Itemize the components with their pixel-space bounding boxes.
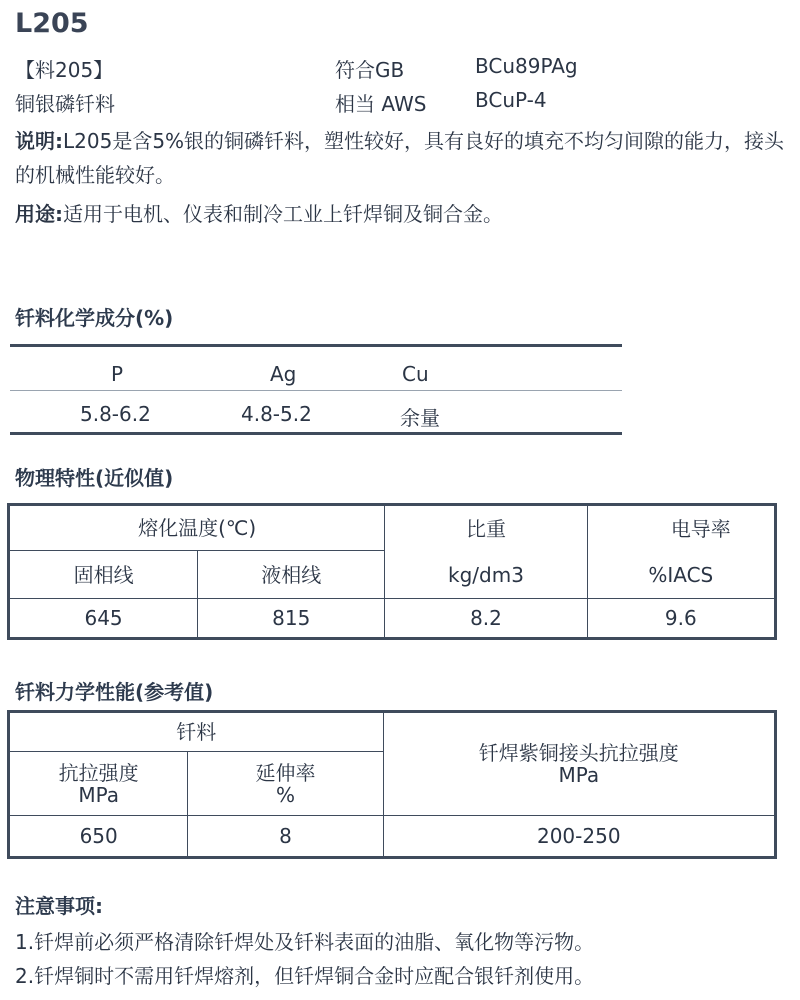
product-model: L205 <box>15 8 89 39</box>
standard-aws-value: BCuP-4 <box>475 88 547 112</box>
tensile-unit: MPa <box>78 782 120 807</box>
description <box>15 124 790 192</box>
usage <box>15 198 503 227</box>
conductivity-header <box>587 505 775 599</box>
density-unit: kg/dm3 <box>448 563 524 587</box>
standard-gb-label: 符合GB <box>335 58 405 82</box>
density-header <box>385 505 587 599</box>
liquidus-value: 815 <box>198 599 385 639</box>
joint-strength-value: 200-250 <box>383 816 775 858</box>
composition-header-cu: Cu <box>402 362 429 386</box>
product-name: 铜银磷钎料 <box>15 92 115 116</box>
density-value: 8.2 <box>385 599 587 639</box>
usage-text: 适用于电机、仪表和制冷工业上钎焊铜及铜合金。 <box>63 202 503 226</box>
filler-header: 钎料 <box>9 712 384 752</box>
joint-strength-unit: MPa <box>558 763 600 787</box>
composition-bottom-rule <box>10 432 622 435</box>
product-alias: 【料205】 <box>15 58 114 82</box>
composition-title: 钎料化学成分(%) <box>15 306 174 330</box>
joint-strength-header <box>383 712 775 816</box>
elongation-label: 延伸率 <box>255 760 316 785</box>
solidus-header: 固相线 <box>9 551 198 599</box>
melting-temp-header: 熔化温度(℃) <box>9 505 385 551</box>
conductivity-unit: %IACS <box>648 563 714 587</box>
conductivity-label: 电导率 <box>670 517 731 541</box>
physical-table <box>7 503 777 640</box>
elongation-header <box>188 752 383 816</box>
elongation-unit: % <box>275 782 295 807</box>
composition-value-p: 5.8-6.2 <box>80 402 151 426</box>
density-label: 比重 <box>465 517 506 541</box>
standard-gb-value: BCu89PAg <box>475 54 578 78</box>
note-item-2: 2.钎焊铜时不需用钎焊熔剂，但钎焊铜合金时应配合银钎剂使用。 <box>15 964 595 988</box>
description-label: 说明: <box>15 129 63 153</box>
composition-value-ag: 4.8-5.2 <box>241 402 312 426</box>
composition-header-p: P <box>111 362 124 386</box>
mechanical-table <box>7 710 777 859</box>
usage-label: 用途: <box>15 202 63 226</box>
elongation-value: 8 <box>188 816 383 858</box>
joint-strength-label: 钎焊紫铜接头抗拉强度 <box>478 741 679 765</box>
standard-aws-label: 相当 AWS <box>335 92 427 116</box>
conductivity-value: 9.6 <box>587 599 775 639</box>
physical-title: 物理特性(近似值) <box>15 466 174 490</box>
tensile-label: 抗拉强度 <box>58 760 139 785</box>
composition-mid-rule <box>10 390 622 391</box>
composition-header-ag: Ag <box>270 362 297 386</box>
mechanical-title: 钎料力学性能(参考值) <box>15 680 214 704</box>
tensile-header <box>9 752 188 816</box>
tensile-value: 650 <box>9 816 188 858</box>
description-text: L205是含5%银的铜磷钎料，塑性较好，具有良好的填充不均匀间隙的能力，接头的机械性能较好。 <box>15 129 785 187</box>
note-item-1: 1.钎焊前必须严格清除钎焊处及钎料表面的油脂、氧化物等污物。 <box>15 930 595 954</box>
composition-value-cu: 余量 <box>400 406 440 430</box>
notes-title: 注意事项: <box>15 894 103 918</box>
composition-top-rule <box>10 344 622 347</box>
liquidus-header: 液相线 <box>198 551 385 599</box>
solidus-value: 645 <box>9 599 198 639</box>
